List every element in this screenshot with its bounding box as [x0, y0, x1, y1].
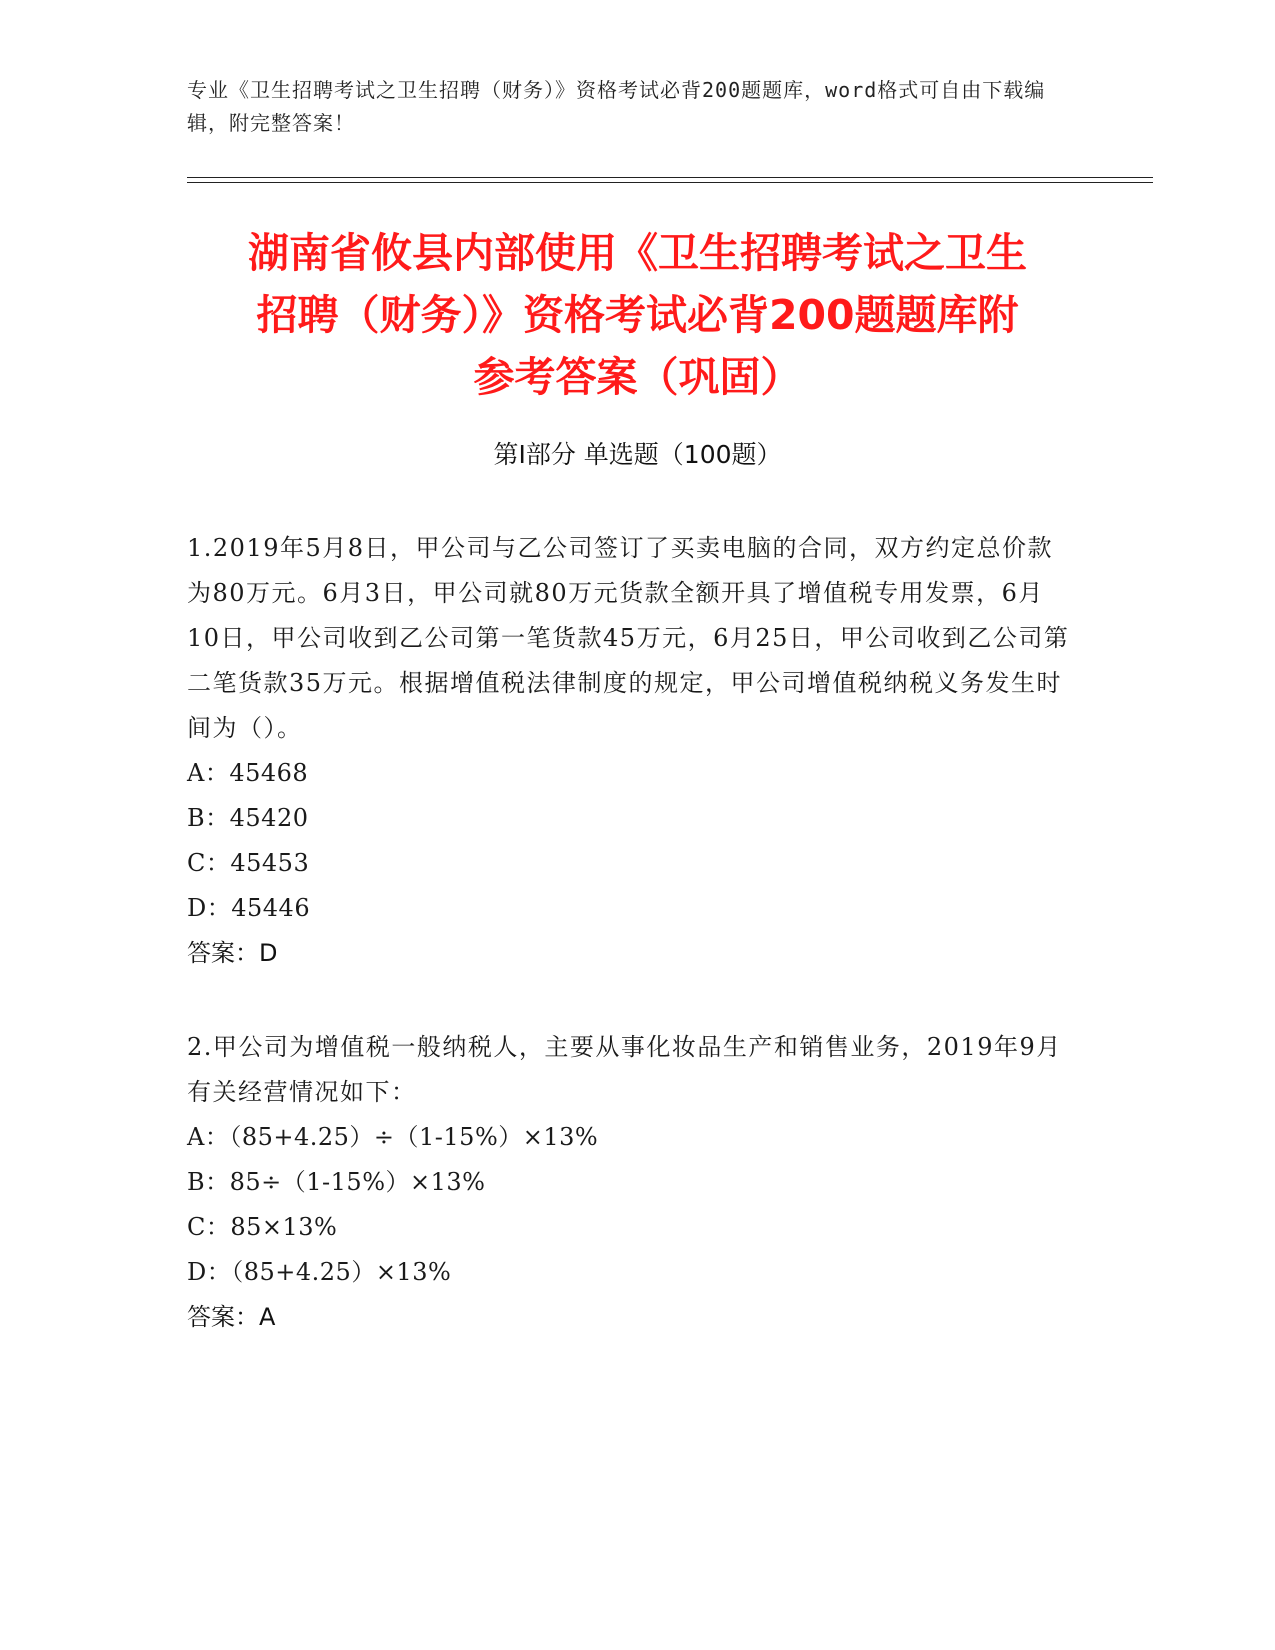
option-d: D：（85+4.25）×13%: [187, 1258, 452, 1286]
option-d: D：45446: [187, 894, 311, 922]
option-b: B：85÷（1-15%）×13%: [187, 1168, 486, 1196]
document-title: [180, 222, 1095, 408]
header-divider-top: [187, 177, 1153, 178]
answer: 答案：A: [187, 1303, 276, 1331]
option-a: A：45468: [187, 759, 309, 787]
document-title-line-1: 湖南省攸县内部使用《卫生招聘考试之卫生: [248, 229, 1027, 277]
question-stem: 2.甲公司为增值税一般纳税人，主要从事化妆品生产和销售业务，2019年9月有关经营情况如下：: [187, 1033, 1062, 1106]
document-title-line-3: 参考答案（巩固）: [473, 353, 802, 401]
section-title: 第Ⅰ部分 单选题（100题）: [493, 440, 782, 469]
option-c: C：85×13%: [187, 1213, 338, 1241]
answer: 答案：D: [187, 939, 278, 967]
header-note: 专业《卫生招聘考试之卫生招聘（财务）》资格考试必背200题题库，word格式可自由下载编辑，附完整答案！: [187, 78, 1046, 135]
option-a: A：（85+4.25）÷（1-15%）×13%: [187, 1123, 599, 1151]
header-divider-bottom: [187, 182, 1153, 183]
question-stem: 1.2019年5月8日，甲公司与乙公司签订了买卖电脑的合同，双方约定总价款为80万元。6月3日，甲公司就80万元货款全额开具了增值税专用发票，6月10日，甲公司收到乙公司第一笔货款45万元，6月25日，甲公司收到乙公司第二笔货款35万元。根据增值税法律制度的规定，甲公司增值税纳税义务发生时间为（）。: [187, 534, 1070, 742]
question-2: [187, 1025, 1077, 1340]
option-c: C：45453: [187, 849, 310, 877]
option-b: B：45420: [187, 804, 309, 832]
question-1: [187, 526, 1077, 976]
document-title-line-2: 招聘（财务）》资格考试必背200题题库附: [256, 291, 1019, 339]
